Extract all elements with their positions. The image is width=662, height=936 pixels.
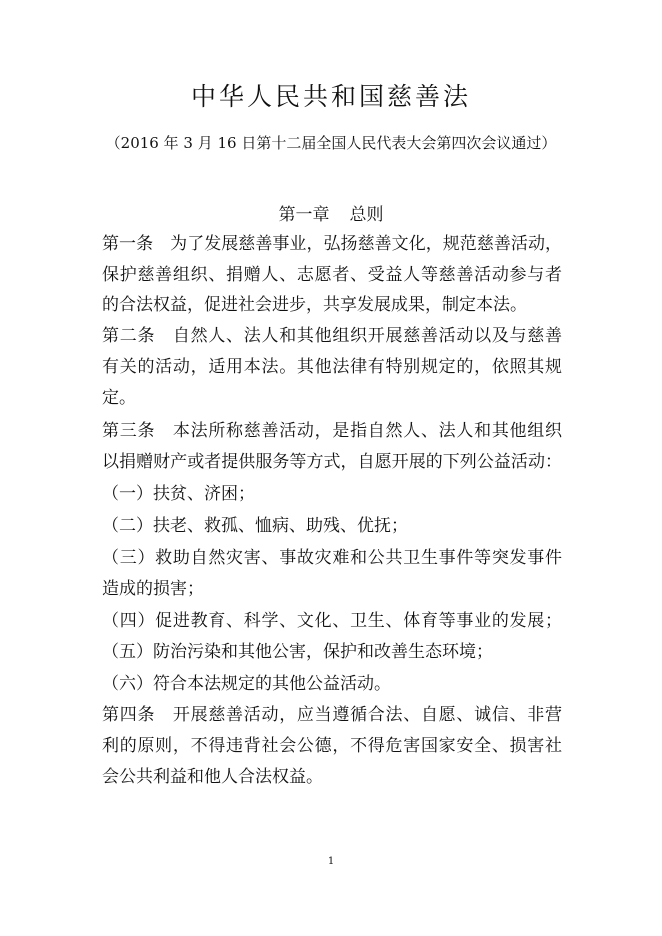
text-line: 第三条 本法所称慈善活动，是指自然人、法人和其他组织 (102, 421, 562, 441)
page-number: 1 (327, 856, 335, 867)
text-line: 的合法权益，促进社会进步，共享发展成果，制定本法。 (102, 295, 527, 315)
text-line: （五）防治污染和其他公害，保护和改善生态环境； (102, 642, 493, 662)
text-line: 第一条 为了发展慈善事业，弘扬慈善文化，规范慈善活动， (102, 234, 562, 254)
text-line: 造成的损害； (102, 579, 204, 599)
text-line: 以捐赠财产或者提供服务等方式，自愿开展的下列公益活动： (102, 452, 562, 472)
text-line: （二）扶老、救孤、恤病、助残、优抚； (102, 516, 408, 536)
adoption-note: （2016 年 3 月 16 日第十二届全国人民代表大会第四次会议通过） (105, 134, 557, 152)
text-line: 有关的活动，适用本法。其他法律有特别规定的，依照其规 (102, 357, 562, 377)
text-line: （四）促进教育、科学、文化、卫生、体育等事业的发展； (102, 611, 562, 631)
chapter-name: 总则 (349, 205, 384, 225)
chapter-heading (0, 204, 662, 226)
chapter-number: 第一章 (278, 205, 330, 225)
text-line: 保护慈善组织、捐赠人、志愿者、受益人等慈善活动参与者 (102, 265, 562, 285)
text-line: 利的原则，不得违背社会公德，不得危害国家安全、损害社 (102, 736, 562, 756)
law-title: 中华人民共和国慈善法 (190, 82, 471, 111)
text-line: 第四条 开展慈善活动，应当遵循合法、自愿、诚信、非营 (102, 705, 562, 725)
text-line: 第二条 自然人、法人和其他组织开展慈善活动以及与慈善 (102, 326, 562, 346)
text-line: （六）符合本法规定的其他公益活动。 (102, 674, 391, 694)
text-line: （三）救助自然灾害、事故灾难和公共卫生事件等突发事件 (102, 548, 562, 568)
text-line: 定。 (102, 388, 136, 408)
text-line: 会公共利益和他人合法权益。 (102, 767, 323, 787)
text-line: （一）扶贫、济困； (102, 484, 255, 504)
